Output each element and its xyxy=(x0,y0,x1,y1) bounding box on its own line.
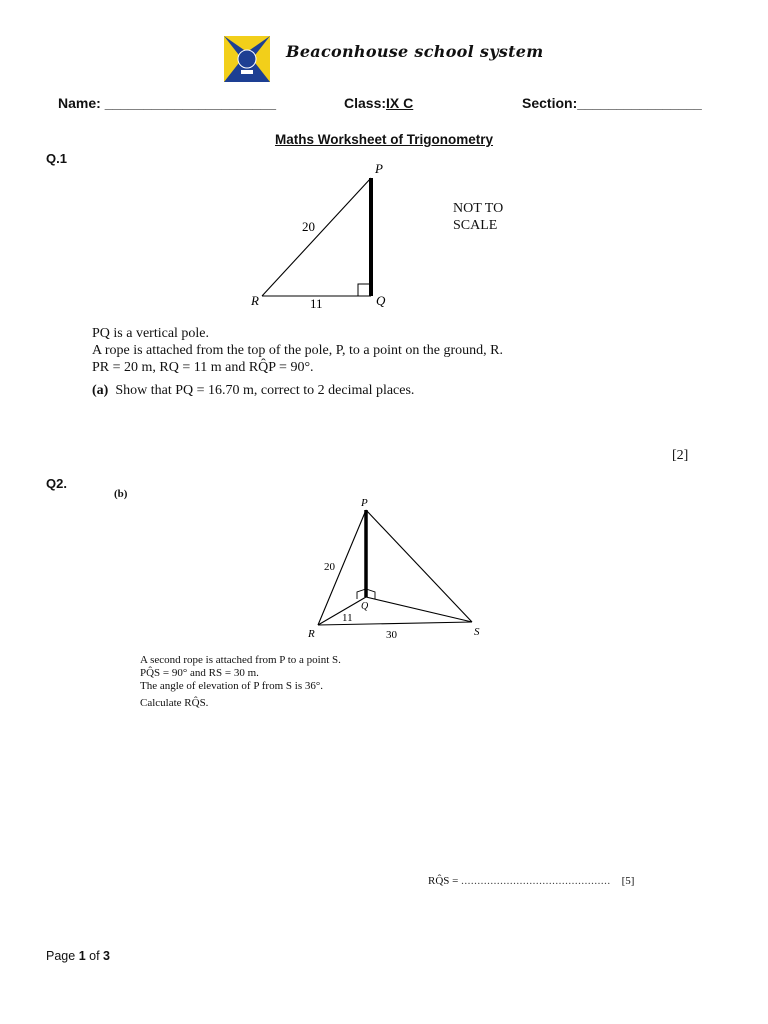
name-label: Name: xyxy=(58,95,101,111)
not-to-scale-note xyxy=(453,200,503,234)
q2-marks: [5] xyxy=(621,875,635,887)
q1-text xyxy=(92,325,503,399)
q2-label: Q2. xyxy=(46,476,67,491)
label-p: P xyxy=(361,497,368,509)
section-blank: ________________ xyxy=(577,95,702,111)
part-a-label: (a) xyxy=(92,383,109,398)
footer-page-num: 1 xyxy=(78,949,86,963)
q2-line-4: Calculate RQ̂S. xyxy=(140,697,209,709)
label-s: S xyxy=(474,626,480,638)
q1-triangle-diagram xyxy=(240,160,400,315)
footer-total: 3 xyxy=(103,949,110,963)
footer-of-word: of xyxy=(89,949,100,963)
q1-part-a xyxy=(92,382,503,399)
class-value: IX C xyxy=(386,95,414,111)
answer-label: RQ̂S = xyxy=(428,875,459,887)
footer-page-word: Page xyxy=(46,949,76,963)
page-footer xyxy=(46,949,110,963)
part-b-label: (b) xyxy=(114,488,128,500)
q2-text xyxy=(140,654,341,710)
answer-line xyxy=(428,875,634,887)
q1-line-3: PR = 20 m, RQ = 11 m and RQ̂P = 90°. xyxy=(92,360,314,375)
class-field xyxy=(344,95,413,111)
q2-3d-diagram xyxy=(300,495,500,645)
label-pr-20: 20 xyxy=(324,561,335,573)
school-name: Beaconhouse school system xyxy=(286,42,544,61)
label-rq-11: 11 xyxy=(342,612,353,624)
note-line-1: NOT TO xyxy=(453,201,504,216)
school-logo xyxy=(224,36,270,82)
label-base-11: 11 xyxy=(310,296,323,311)
q2-line-3: The angle of elevation of P from S is 36°. xyxy=(140,680,324,692)
name-blank: ______________________ xyxy=(104,95,276,111)
label-hyp-20: 20 xyxy=(302,219,315,234)
label-rs-30: 30 xyxy=(386,629,397,641)
q1-label: Q.1 xyxy=(46,151,67,166)
worksheet-title: Maths Worksheet of Trigonometry xyxy=(274,132,494,147)
q2-line-2: PQ̂S = 90° and RS = 30 m. xyxy=(140,667,259,679)
label-q: Q xyxy=(361,601,369,612)
rope-pr xyxy=(262,178,371,296)
q2-line-1: A second rope is attached from P to a point S. xyxy=(140,654,341,666)
label-r: R xyxy=(308,628,315,640)
label-q: Q xyxy=(376,293,386,308)
label-p: P xyxy=(375,161,383,176)
ground-qs xyxy=(366,597,472,622)
part-a-text: Show that PQ = 16.70 m, correct to 2 decimal places. xyxy=(115,383,415,398)
label-r: R xyxy=(251,293,259,308)
q1-line-1: PQ is a vertical pole. xyxy=(92,326,210,341)
name-field xyxy=(58,95,276,111)
rope-ps xyxy=(366,510,472,622)
right-angle-mark xyxy=(358,284,369,296)
q1-line-2: A rope is attached from the top of the pole, P, to a point on the ground, R. xyxy=(92,343,503,358)
section-field xyxy=(522,95,702,111)
class-label: Class: xyxy=(344,95,387,111)
section-label: Section: xyxy=(522,95,578,111)
note-line-2: SCALE xyxy=(453,218,498,233)
answer-blank: .............................................. xyxy=(461,875,611,887)
q1-marks: [2] xyxy=(672,448,689,463)
